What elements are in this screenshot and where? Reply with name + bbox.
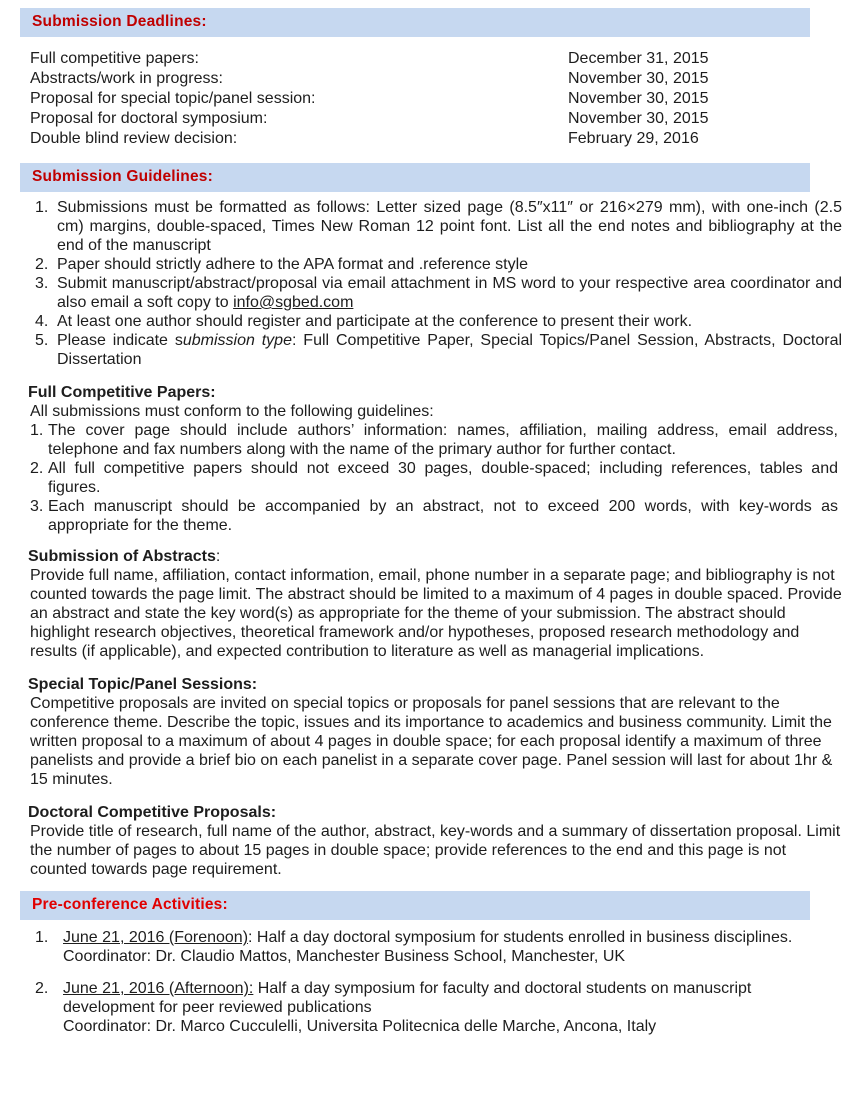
doctoral-section	[28, 803, 842, 879]
list-item-text	[48, 421, 838, 459]
list-number: 5.	[35, 332, 49, 349]
document-page	[0, 8, 852, 1103]
list-item	[35, 255, 842, 274]
deadline-label: Proposal for special topic/panel session:	[30, 90, 316, 107]
text-segment: : Half a day doctoral symposium for students enrolled in business disciplines.	[248, 929, 793, 946]
list-item	[35, 198, 842, 255]
list-item-text	[57, 198, 842, 255]
deadline-date: December 31, 2015	[568, 50, 709, 67]
text-segment: The cover page should include authors’ information: names, affiliation, mailing address, email address, telephone and fax numbers along with the name of the primary author for further contact.	[48, 422, 838, 458]
coordinator-line: Coordinator: Dr. Claudio Mattos, Manchester Business School, Manchester, UK	[63, 948, 626, 965]
text-segment: Paper should strictly adhere to the APA format and .reference style	[57, 256, 529, 273]
preconf-date: June 21, 2016 (Afternoon):	[63, 980, 254, 997]
list-item	[30, 497, 838, 535]
text-segment: : Full Competitive Paper, Special Topics/Panel Session, Abstracts, Doctoral Dissertation	[57, 332, 843, 368]
list-item-text	[48, 497, 838, 535]
abstracts-title-bold: Submission of Abstracts	[28, 548, 216, 565]
submission-guidelines-title: Submission Guidelines:	[32, 168, 213, 185]
list-number: 3.	[35, 275, 49, 292]
list-item	[35, 331, 842, 369]
deadline-label: Abstracts/work in progress:	[30, 70, 223, 87]
special-topic-body: Competitive proposals are invited on special topics or proposals for panel sessions that are relevant to the conference theme. Describe the topic, issues and its importance to academics and business community. Limit the written proposal to a maximum of about 4 pages in double space; for each proposal identify a maximum of three panelists and provide a brief bio on each panelist in a separate cover page. Panel session will last for about 1hr & 15 minutes.	[30, 695, 833, 788]
list-number: 2.	[30, 460, 44, 477]
text-segment: All full competitive papers should not exceed 30 pages, double-spaced; including references, tables and figures.	[48, 460, 838, 496]
deadline-date: November 30, 2015	[568, 70, 709, 87]
list-number: 3.	[30, 498, 44, 515]
full-competitive-title: Full Competitive Papers:	[28, 384, 216, 401]
deadline-date: February 29, 2016	[568, 130, 699, 147]
text-segment: Submissions must be formatted as follows: Letter sized page (8.5″x11″ or 216×279 mm), with one-inch (2.5 cm) margins, double-spaced, Times New Roman 12 point font. List all the end notes and bibliography at the end of the manuscript	[57, 199, 842, 254]
list-number: 1.	[35, 199, 49, 216]
list-item-text	[57, 255, 842, 274]
list-item	[30, 421, 838, 459]
coordinator-line: Coordinator: Dr. Marco Cucculelli, Universita Politecnica delle Marche, Ancona, Italy	[63, 1018, 657, 1035]
submission-deadlines-title: Submission Deadlines:	[32, 13, 207, 30]
list-item	[30, 459, 838, 497]
list-item-text	[57, 312, 842, 331]
abstracts-body: Provide full name, affiliation, contact information, email, phone number in a separate page; and bibliography is not counted towards the page limit. The abstract should be limited to a maximum of 4 pages in double spaced. Provide an abstract and state the key word(s) as appropriate for the theme of your submission. The abstract should highlight research objectives, theoretical framework and/or hypotheses, proposed research methodology and results (if applicable), and expected contribution to literature as well as managerial implications.	[30, 567, 842, 660]
preconference-list	[35, 928, 836, 1036]
abstracts-section	[28, 547, 842, 661]
list-item-text	[48, 459, 838, 497]
text-segment: Each manuscript should be accompanied by an abstract, not to exceed 200 words, with key-words as appropriate for the theme.	[48, 498, 838, 534]
list-number: 2.	[35, 980, 49, 997]
text-segment: Submit manuscript/abstract/proposal via email attachment in MS word to your respective area coordinator and also email a soft copy to	[57, 275, 842, 311]
abstracts-title	[28, 547, 842, 566]
list-number: 1.	[30, 422, 44, 439]
full-competitive-list	[30, 421, 838, 535]
list-item-text	[57, 274, 842, 312]
table-row	[30, 89, 810, 109]
list-item	[35, 312, 842, 331]
list-item	[35, 274, 842, 312]
special-topic-section	[28, 675, 842, 789]
text-segment: Half a day symposium for faculty and doctoral students on manuscript development for peer reviewed publications	[63, 980, 752, 1016]
deadline-label: Double blind review decision:	[30, 130, 238, 147]
list-number: 4.	[35, 313, 49, 330]
doctoral-title: Doctoral Competitive Proposals:	[28, 804, 277, 821]
deadline-date: November 30, 2015	[568, 110, 709, 127]
email-link[interactable]: info@sgbed.com	[233, 294, 354, 311]
deadlines-table	[30, 49, 810, 149]
full-competitive-intro: All submissions must conform to the following guidelines:	[30, 403, 434, 420]
preconference-description	[63, 928, 836, 947]
section-bar-preconference	[20, 891, 810, 920]
table-row	[30, 129, 810, 149]
section-bar-submission-deadlines	[20, 8, 810, 37]
list-item	[35, 979, 836, 1036]
preconference-title: Pre-conference Activities:	[32, 896, 228, 913]
doctoral-body: Provide title of research, full name of the author, abstract, key-words and a summary of dissertation proposal. Limit the number of pages to about 15 pages in double space; provide references to the end and this page is not counted towards page requirement.	[30, 823, 841, 878]
list-number: 1.	[35, 929, 49, 946]
preconf-date: June 21, 2016 (Forenoon)	[63, 929, 249, 946]
list-item	[35, 928, 836, 966]
deadline-label: Proposal for doctoral symposium:	[30, 110, 268, 127]
table-row	[30, 69, 810, 89]
deadline-date: November 30, 2015	[568, 90, 709, 107]
table-row	[30, 49, 810, 69]
table-row	[30, 109, 810, 129]
text-segment: At least one author should register and participate at the conference to present their work.	[57, 313, 693, 330]
list-item-text	[63, 928, 836, 966]
deadline-label: Full competitive papers:	[30, 50, 199, 67]
list-item-text	[63, 979, 836, 1036]
section-bar-submission-guidelines	[20, 163, 810, 192]
abstracts-title-colon: :	[215, 548, 221, 565]
list-number: 2.	[35, 256, 49, 273]
text-segment: ubmission type	[182, 332, 292, 349]
text-segment: Please indicate s	[57, 332, 183, 349]
preconference-description	[63, 979, 836, 1017]
list-item-text	[57, 331, 842, 369]
guidelines-list	[35, 198, 842, 369]
special-topic-title: Special Topic/Panel Sessions:	[28, 676, 258, 693]
full-competitive-section	[28, 383, 842, 421]
